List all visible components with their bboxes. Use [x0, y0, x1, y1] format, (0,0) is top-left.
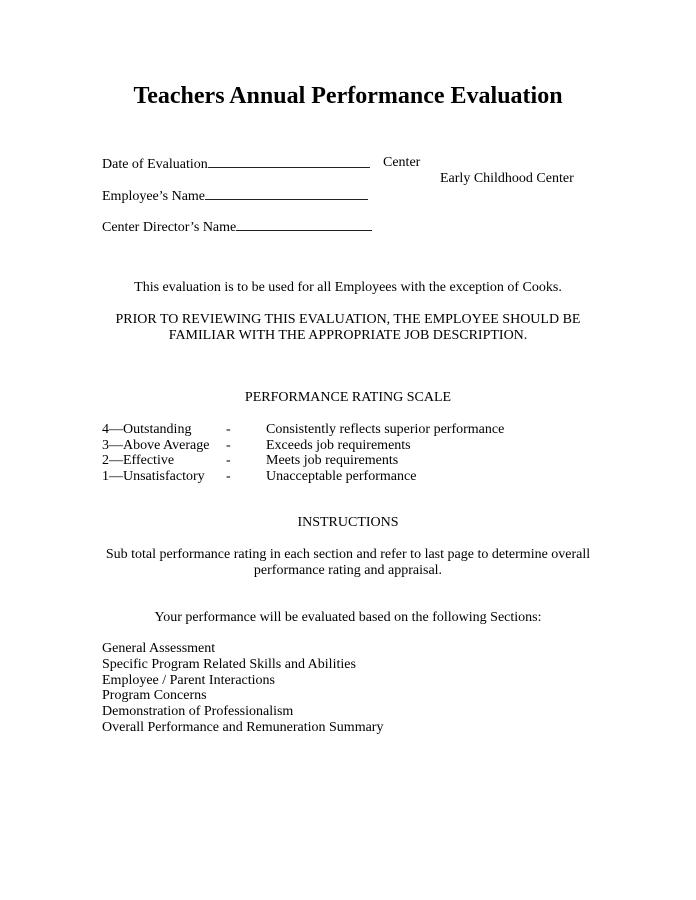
employee-name-label: Employee’s Name — [102, 189, 206, 204]
rating-description: Consistently reflects superior performance — [266, 422, 505, 437]
notice-line-1: PRIOR TO REVIEWING THIS EVALUATION, THE EMPLOYEE SHOULD BE — [115, 312, 581, 327]
sections-list — [102, 641, 383, 736]
section-item: Specific Program Related Skills and Abilities — [102, 656, 356, 672]
document-title: Teachers Annual Performance Evaluation — [133, 83, 563, 109]
center-value: Early Childhood Center — [440, 171, 574, 186]
rating-scale-heading: PERFORMANCE RATING SCALE — [244, 390, 452, 405]
rating-description: Unacceptable performance — [266, 469, 417, 484]
rating-label: 2—Effective — [102, 453, 175, 468]
notice-line-2: FAMILIAR WITH THE APPROPRIATE JOB DESCRIPTION. — [168, 328, 528, 343]
instructions-heading: INSTRUCTIONS — [297, 515, 399, 530]
section-item: Employee / Parent Interactions — [102, 672, 275, 688]
center-director-name-label: Center Director’s Name — [102, 220, 237, 235]
rating-label: 1—Unsatisfactory — [102, 469, 205, 484]
employee-name-row — [102, 187, 368, 205]
instructions-line-2: performance rating and appraisal. — [253, 563, 443, 578]
date-of-evaluation-field[interactable] — [208, 155, 370, 168]
sections-intro: Your performance will be evaluated based on the following Sections: — [154, 610, 542, 625]
rating-separator: - — [226, 469, 231, 484]
section-item: Overall Performance and Remuneration Summary — [102, 719, 384, 735]
rating-label: 3—Above Average — [102, 438, 210, 453]
rating-label: 4—Outstanding — [102, 422, 192, 437]
date-of-evaluation-label: Date of Evaluation — [102, 157, 208, 172]
center-director-name-row — [102, 218, 372, 236]
employee-name-field[interactable] — [205, 187, 368, 200]
usage-note: This evaluation is to be used for all Employees with the exception of Cooks. — [134, 280, 562, 295]
date-of-evaluation-row — [102, 155, 370, 173]
rating-description: Meets job requirements — [266, 453, 399, 468]
section-item: Program Concerns — [102, 688, 207, 704]
rating-separator: - — [226, 438, 231, 453]
rating-separator: - — [226, 422, 231, 437]
rating-separator: - — [226, 453, 231, 468]
section-item: Demonstration of Professionalism — [102, 704, 294, 720]
center-director-name-field[interactable] — [236, 218, 372, 231]
instructions-line-1: Sub total performance rating in each section and refer to last page to determine overall — [105, 547, 591, 562]
rating-description: Exceeds job requirements — [266, 438, 411, 453]
section-item: General Assessment — [102, 641, 216, 656]
center-label: Center — [383, 155, 421, 170]
